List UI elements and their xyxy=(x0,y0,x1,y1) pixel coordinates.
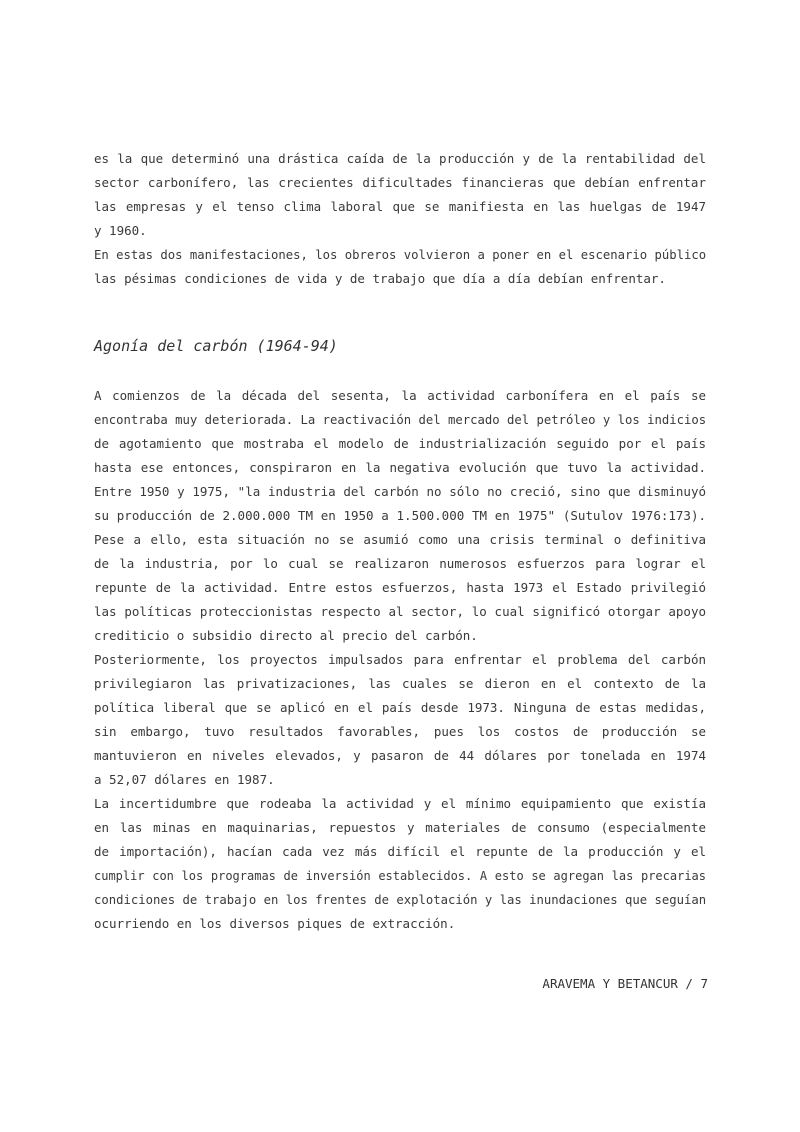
text-line: repunte de la actividad. Entre estos esfuerzos, hasta 1973 el Estado privilegió xyxy=(94,580,706,595)
text-line: En estas dos manifestaciones, los obreros volvieron a poner en el escenario público xyxy=(94,248,707,262)
text-line: A comienzos de la década del sesenta, la actividad carbonífera en el país se xyxy=(94,388,706,403)
text-line: en las minas en maquinarias, repuestos y materiales de consumo (especialmente xyxy=(94,820,706,835)
text-line: encontraba muy deteriorada. La reactivación del mercado del petróleo y los indicios xyxy=(94,413,707,427)
text-line: su producción de 2.000.000 TM en 1950 a 1.500.000 TM en 1975" (Sutulov 1976:173). xyxy=(94,508,706,523)
page-footer: ARAVEMA Y BETANCUR / 7 xyxy=(542,976,708,991)
text-line: es la que determinó una drástica caída de la producción y de la rentabilidad del xyxy=(94,151,706,166)
text-line: hasta ese entonces, conspiraron en la negativa evolución que tuvo la actividad. xyxy=(94,460,706,475)
text-line: política liberal que se aplicó en el país desde 1973. Ninguna de estas medidas, xyxy=(94,700,706,715)
text-line: las empresas y el tenso clima laboral que se manifiesta en las huelgas de 1947 xyxy=(94,199,706,214)
text-line: de importación), hacían cada vez más difícil el repunte de la producción y el xyxy=(94,844,706,859)
text-line: Posteriormente, los proyectos impulsados para enfrentar el problema del carbón xyxy=(94,652,706,667)
text-line: La incertidumbre que rodeaba la actividad y el mínimo equipamiento que existía xyxy=(94,796,706,811)
text-line: y 1960. xyxy=(94,223,147,238)
text-line: a 52,07 dólares en 1987. xyxy=(94,772,275,787)
text-line: Entre 1950 y 1975, "la industria del carbón no sólo no creció, sino que disminuyó xyxy=(94,484,706,499)
text-line: Pese a ello, esta situación no se asumió como una crisis terminal o definitiva xyxy=(94,532,706,547)
text-line: las políticas proteccionistas respecto al sector, lo cual significó otorgar apoyo xyxy=(94,604,706,619)
text-line: ocurriendo en los diversos piques de extracción. xyxy=(94,916,456,931)
text-line: las pésimas condiciones de vida y de trabajo que día a día debían enfrentar. xyxy=(94,271,666,286)
text-line: sin embargo, tuvo resultados favorables, pues los costos de producción se xyxy=(94,724,706,739)
text-line: privilegiaron las privatizaciones, las cuales se dieron en el contexto de la xyxy=(94,676,706,691)
text-line: crediticio o subsidio directo al precio del carbón. xyxy=(94,628,478,643)
text-line: de la industria, por lo cual se realizaron numerosos esfuerzos para lograr el xyxy=(94,556,706,571)
text-line: sector carbonífero, las crecientes dificultades financieras que debían enfrentar xyxy=(94,175,706,190)
text-line: cumplir con los programas de inversión establecidos. A esto se agregan las precarias xyxy=(94,869,706,883)
text-line: mantuvieron en niveles elevados, y pasaron de 44 dólares por tonelada en 1974 xyxy=(94,748,706,763)
text-line: condiciones de trabajo en los frentes de explotación y las inundaciones que seguían xyxy=(94,893,707,907)
section-heading: Agonía del carbón (1964-94) xyxy=(94,337,338,355)
text-line: de agotamiento que mostraba el modelo de industrialización seguido por el país xyxy=(94,436,706,451)
